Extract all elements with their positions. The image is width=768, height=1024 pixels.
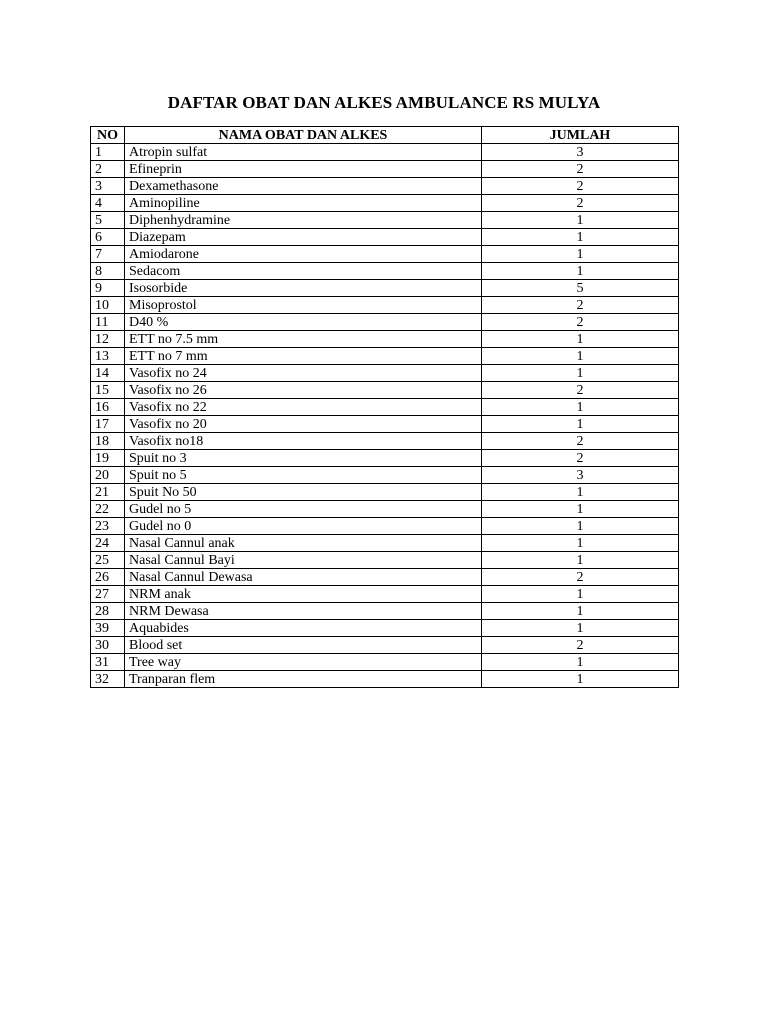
item-name: Gudel no 0 xyxy=(125,518,482,535)
table-row xyxy=(91,229,679,246)
row-number: 9 xyxy=(91,280,125,297)
item-quantity: 1 xyxy=(482,620,679,637)
item-quantity: 2 xyxy=(482,382,679,399)
item-name: Diphenhydramine xyxy=(125,212,482,229)
item-quantity: 2 xyxy=(482,161,679,178)
item-name: Vasofix no18 xyxy=(125,433,482,450)
table-row xyxy=(91,161,679,178)
item-quantity: 3 xyxy=(482,467,679,484)
row-number: 23 xyxy=(91,518,125,535)
item-name: D40 % xyxy=(125,314,482,331)
row-number: 14 xyxy=(91,365,125,382)
row-number: 21 xyxy=(91,484,125,501)
row-number: 3 xyxy=(91,178,125,195)
item-name: Dexamethasone xyxy=(125,178,482,195)
item-quantity: 1 xyxy=(482,501,679,518)
table-header-row xyxy=(91,127,679,144)
inventory-table xyxy=(90,126,679,688)
item-name: Misoprostol xyxy=(125,297,482,314)
item-quantity: 1 xyxy=(482,671,679,688)
row-number: 11 xyxy=(91,314,125,331)
item-quantity: 1 xyxy=(482,484,679,501)
header-no: NO xyxy=(91,127,125,144)
item-quantity: 1 xyxy=(482,552,679,569)
row-number: 31 xyxy=(91,654,125,671)
row-number: 26 xyxy=(91,569,125,586)
table-row xyxy=(91,399,679,416)
table-row xyxy=(91,654,679,671)
header-name: NAMA OBAT DAN ALKES xyxy=(125,127,482,144)
row-number: 18 xyxy=(91,433,125,450)
table-row xyxy=(91,535,679,552)
table-row xyxy=(91,518,679,535)
item-name: Atropin sulfat xyxy=(125,144,482,161)
item-quantity: 1 xyxy=(482,518,679,535)
item-quantity: 1 xyxy=(482,365,679,382)
table-row xyxy=(91,212,679,229)
table-row xyxy=(91,637,679,654)
item-name: Aminopiline xyxy=(125,195,482,212)
item-name: Vasofix no 24 xyxy=(125,365,482,382)
item-quantity: 2 xyxy=(482,195,679,212)
table-row xyxy=(91,280,679,297)
table-row xyxy=(91,297,679,314)
item-quantity: 1 xyxy=(482,586,679,603)
item-name: ETT no 7.5 mm xyxy=(125,331,482,348)
item-quantity: 2 xyxy=(482,637,679,654)
item-name: NRM Dewasa xyxy=(125,603,482,620)
table-row xyxy=(91,178,679,195)
table-row xyxy=(91,484,679,501)
item-quantity: 5 xyxy=(482,280,679,297)
item-name: ETT no 7 mm xyxy=(125,348,482,365)
row-number: 22 xyxy=(91,501,125,518)
item-name: Spuit no 5 xyxy=(125,467,482,484)
item-name: Amiodarone xyxy=(125,246,482,263)
table-row xyxy=(91,246,679,263)
item-quantity: 1 xyxy=(482,246,679,263)
table-row xyxy=(91,263,679,280)
row-number: 20 xyxy=(91,467,125,484)
item-quantity: 1 xyxy=(482,212,679,229)
item-name: Aquabides xyxy=(125,620,482,637)
row-number: 32 xyxy=(91,671,125,688)
row-number: 12 xyxy=(91,331,125,348)
item-quantity: 2 xyxy=(482,314,679,331)
row-number: 7 xyxy=(91,246,125,263)
row-number: 10 xyxy=(91,297,125,314)
item-name: Isosorbide xyxy=(125,280,482,297)
item-name: Nasal Cannul Bayi xyxy=(125,552,482,569)
item-name: Sedacom xyxy=(125,263,482,280)
table-row xyxy=(91,195,679,212)
item-name: Gudel no 5 xyxy=(125,501,482,518)
row-number: 8 xyxy=(91,263,125,280)
table-row xyxy=(91,569,679,586)
table-row xyxy=(91,416,679,433)
table-row xyxy=(91,603,679,620)
row-number: 28 xyxy=(91,603,125,620)
row-number: 13 xyxy=(91,348,125,365)
row-number: 17 xyxy=(91,416,125,433)
item-name: Diazepam xyxy=(125,229,482,246)
row-number: 1 xyxy=(91,144,125,161)
row-number: 2 xyxy=(91,161,125,178)
header-qty: JUMLAH xyxy=(482,127,679,144)
item-quantity: 3 xyxy=(482,144,679,161)
item-quantity: 1 xyxy=(482,603,679,620)
table-row xyxy=(91,348,679,365)
row-number: 19 xyxy=(91,450,125,467)
item-quantity: 2 xyxy=(482,450,679,467)
row-number: 6 xyxy=(91,229,125,246)
table-row xyxy=(91,314,679,331)
row-number: 24 xyxy=(91,535,125,552)
table-row xyxy=(91,501,679,518)
table-row xyxy=(91,144,679,161)
item-quantity: 1 xyxy=(482,263,679,280)
table-row xyxy=(91,450,679,467)
table-row xyxy=(91,467,679,484)
item-quantity: 1 xyxy=(482,399,679,416)
item-quantity: 2 xyxy=(482,297,679,314)
item-name: Nasal Cannul anak xyxy=(125,535,482,552)
item-quantity: 1 xyxy=(482,416,679,433)
item-quantity: 2 xyxy=(482,433,679,450)
table-row xyxy=(91,433,679,450)
row-number: 30 xyxy=(91,637,125,654)
row-number: 39 xyxy=(91,620,125,637)
table-row xyxy=(91,331,679,348)
row-number: 5 xyxy=(91,212,125,229)
table-row xyxy=(91,586,679,603)
row-number: 4 xyxy=(91,195,125,212)
item-name: Tranparan flem xyxy=(125,671,482,688)
item-quantity: 2 xyxy=(482,178,679,195)
item-name: Efineprin xyxy=(125,161,482,178)
item-name: Vasofix no 22 xyxy=(125,399,482,416)
row-number: 15 xyxy=(91,382,125,399)
item-quantity: 1 xyxy=(482,535,679,552)
item-name: NRM anak xyxy=(125,586,482,603)
row-number: 16 xyxy=(91,399,125,416)
item-quantity: 1 xyxy=(482,229,679,246)
item-name: Spuit no 3 xyxy=(125,450,482,467)
item-name: Blood set xyxy=(125,637,482,654)
item-name: Vasofix no 26 xyxy=(125,382,482,399)
table-body xyxy=(91,144,679,688)
table-row xyxy=(91,671,679,688)
table-row xyxy=(91,382,679,399)
item-quantity: 1 xyxy=(482,654,679,671)
item-name: Tree way xyxy=(125,654,482,671)
item-quantity: 2 xyxy=(482,569,679,586)
row-number: 25 xyxy=(91,552,125,569)
table-row xyxy=(91,552,679,569)
item-name: Spuit No 50 xyxy=(125,484,482,501)
table-row xyxy=(91,365,679,382)
row-number: 27 xyxy=(91,586,125,603)
item-quantity: 1 xyxy=(482,331,679,348)
item-name: Vasofix no 20 xyxy=(125,416,482,433)
item-quantity: 1 xyxy=(482,348,679,365)
item-name: Nasal Cannul Dewasa xyxy=(125,569,482,586)
table-row xyxy=(91,620,679,637)
document-title: DAFTAR OBAT DAN ALKES AMBULANCE RS MULYA xyxy=(167,93,601,112)
